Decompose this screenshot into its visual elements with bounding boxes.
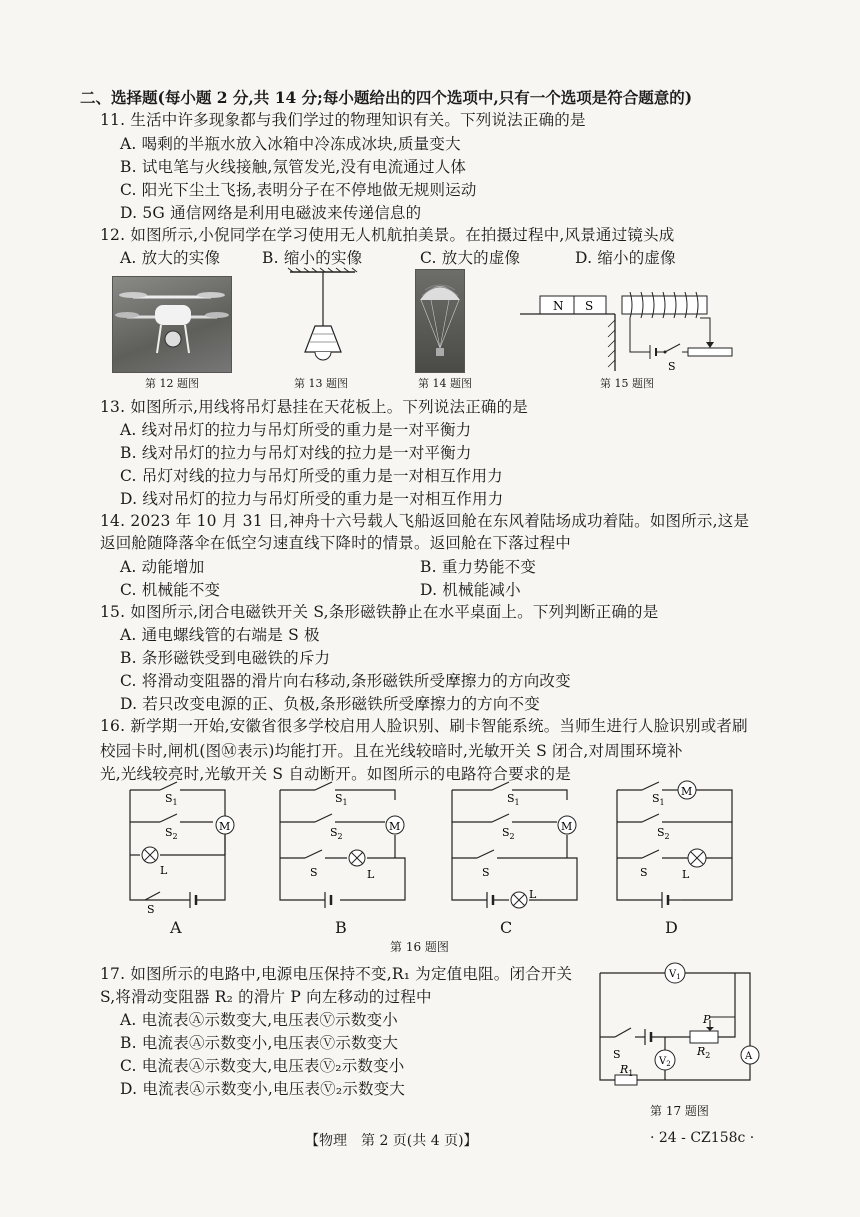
circuit-d-motor-label: M (681, 785, 693, 798)
parachute-photo (415, 269, 465, 373)
q15-option-c: C. 将滑动变阻器的滑片向右移动,条形磁铁所受摩擦力的方向改变 (120, 672, 571, 690)
q13-stem: 13. 如图所示,用线将吊灯悬挂在天花板上。下列说法正确的是 (100, 398, 529, 416)
q11-stem: 11. 生活中许多现象都与我们学过的物理知识有关。下列说法正确的是 (100, 111, 586, 129)
q17-option-a: A. 电流表Ⓐ示数变大,电压表Ⓥ示数变小 (120, 1011, 398, 1029)
circuit-c (447, 780, 592, 915)
q15-option-a: A. 通电螺线管的右端是 S 极 (120, 626, 320, 644)
q14-option-b: B. 重力势能不变 (420, 558, 537, 576)
circuit-a-lamp-label: L (160, 864, 168, 877)
fig17-caption: 第 17 题图 (650, 1104, 709, 1118)
circuit-d (612, 780, 757, 915)
magnet-n-label: N (553, 299, 564, 313)
q13-option-d: D. 线对吊灯的拉力与吊灯所受的重力是一对相互作用力 (120, 490, 504, 508)
q14-stem-line1: 14. 2023 年 10 月 31 日,神舟十六号载人飞船返回舱在东风着陆场成功着陆。如图所示,这是 (100, 512, 750, 530)
r1-label: $R_1$ (620, 1063, 634, 1078)
section-header: 二、选择题(每小题 2 分,共 14 分;每小题给出的四个选项中,只有一个选项是符合题意的) (80, 88, 693, 107)
circuit-a-s2-label: $S_2$ (165, 826, 178, 841)
fig14-caption: 第 14 题图 (418, 377, 472, 390)
q12-stem: 12. 如图所示,小倪同学在学习使用无人机航拍美景。在拍摄过程中,风景通过镜头成 (100, 226, 675, 244)
circuit-c-motor-label: M (561, 820, 573, 833)
q13-option-c: C. 吊灯对线的拉力与吊灯所受的重力是一对相互作用力 (120, 467, 503, 485)
q17-option-c: C. 电流表Ⓐ示数变大,电压表Ⓥ₂示数变小 (120, 1057, 405, 1075)
magnet-s-label: S (585, 299, 594, 313)
q11-option-b: B. 试电笔与火线接触,氖管发光,没有电流通过人体 (120, 158, 467, 176)
q14-option-c: C. 机械能不变 (120, 581, 221, 599)
hanging-lamp-diagram (285, 268, 365, 368)
footer-page-info: 【物理 第 2 页(共 4 页)】 (305, 1133, 478, 1149)
q12-option-d: D. 缩小的虚像 (575, 249, 676, 267)
drone-photo (112, 276, 232, 373)
q17-stem-line2: S,将滑动变阻器 R₂ 的滑片 P 向左移动的过程中 (100, 988, 432, 1006)
fig15-switch-label: S (668, 360, 676, 373)
q16-stem-line2: 校园卡时,闸机(图Ⓜ表示)均能打开。且在光线较暗时,光敏开关 S 闭合,对周围环境补 (100, 742, 683, 760)
circuit-d-option-label: D (665, 918, 678, 937)
q17-option-d: D. 电流表Ⓐ示数变小,电压表Ⓥ₂示数变大 (120, 1080, 406, 1098)
circuit-b-option-label: B (335, 918, 347, 937)
circuit-c-s-label: S (482, 866, 490, 879)
q14-option-d: D. 机械能减小 (420, 581, 521, 599)
circuit-b-s1-label: $S_1$ (335, 792, 348, 807)
circuit-d-s2-label: $S_2$ (657, 826, 670, 841)
circuit-b-motor-label: M (389, 820, 401, 833)
q11-option-a: A. 喝剩的半瓶水放入冰箱中冷冻成冰块,质量变大 (120, 135, 461, 153)
q17-switch-label: S (613, 1048, 621, 1061)
circuit-a-motor-label: M (219, 820, 231, 833)
r2-label: $R_2$ (697, 1045, 711, 1060)
q15-option-d: D. 若只改变电源的正、负极,条形磁铁所受摩擦力的方向不变 (120, 695, 540, 713)
q16-stem-line1: 16. 新学期一开始,安徽省很多学校启用人脸识别、刷卡智能系统。当师生进行人脸识别或者刷 (100, 717, 748, 735)
fig13-caption: 第 13 题图 (294, 377, 348, 390)
fig15-caption: 第 15 题图 (600, 377, 654, 390)
q17-stem-line1: 17. 如图所示的电路中,电源电压保持不变,R₁ 为定值电阻。闭合开关 (100, 965, 573, 983)
circuit-a-s-label: S (147, 903, 155, 916)
circuit-c-lamp-label: L (529, 888, 537, 901)
q14-stem-line2: 返回舱随降落伞在低空匀速直线下降时的情景。返回舱在下落过程中 (100, 534, 572, 552)
voltmeter-v2-label: $V_2$ (659, 1056, 671, 1068)
q13-option-b: B. 线对吊灯的拉力与吊灯对线的拉力是一对平衡力 (120, 444, 472, 462)
q14-option-a: A. 动能增加 (120, 558, 205, 576)
q12-option-b: B. 缩小的实像 (262, 249, 363, 267)
circuit-d-s-label: S (640, 866, 648, 879)
circuit-b-s-label: S (310, 866, 318, 879)
circuit-c-s1-label: $S_1$ (507, 792, 520, 807)
q17-option-b: B. 电流表Ⓐ示数变小,电压表Ⓥ示数变大 (120, 1034, 399, 1052)
q12-option-c: C. 放大的虚像 (420, 249, 521, 267)
fig12-caption: 第 12 题图 (145, 377, 199, 390)
q15-stem: 15. 如图所示,闭合电磁铁开关 S,条形磁铁静止在水平桌面上。下列判断正确的是 (100, 603, 659, 621)
footer-code: · 24 - CZ158c · (650, 1130, 755, 1146)
q12-option-a: A. 放大的实像 (120, 249, 221, 267)
slider-p-label: P (703, 1013, 711, 1026)
ammeter-label: A (745, 1051, 753, 1062)
circuit-c-option-label: C (500, 918, 513, 937)
circuit-d-lamp-label: L (682, 868, 690, 881)
voltmeter-v1-label: $V_1$ (669, 969, 681, 981)
circuit-c-s2-label: $S_2$ (502, 826, 515, 841)
drone-icon (113, 277, 231, 372)
circuit-b-lamp-label: L (367, 868, 375, 881)
circuit-d-s1-label: $S_1$ (652, 792, 665, 807)
parachute-icon (416, 270, 464, 372)
q11-option-c: C. 阳光下尘土飞扬,表明分子在不停地做无规则运动 (120, 181, 477, 199)
q13-option-a: A. 线对吊灯的拉力与吊灯所受的重力是一对平衡力 (120, 421, 472, 439)
q15-option-b: B. 条形磁铁受到电磁铁的斥力 (120, 649, 331, 667)
circuit-a (105, 780, 250, 915)
circuit-b (275, 780, 420, 915)
q11-option-d: D. 5G 通信网络是利用电磁波来传递信息的 (120, 204, 422, 222)
circuit-a-option-label: A (170, 918, 182, 937)
circuit-b-s2-label: $S_2$ (330, 826, 343, 841)
q17-circuit-diagram (595, 965, 775, 1100)
q16-stem-line3: 光,光线较亮时,光敏开关 S 自动断开。如图所示的电路符合要求的是 (100, 765, 571, 783)
fig16-caption: 第 16 题图 (390, 940, 449, 954)
circuit-a-s1-label: $S_1$ (165, 792, 178, 807)
electromagnet-diagram (520, 286, 740, 376)
